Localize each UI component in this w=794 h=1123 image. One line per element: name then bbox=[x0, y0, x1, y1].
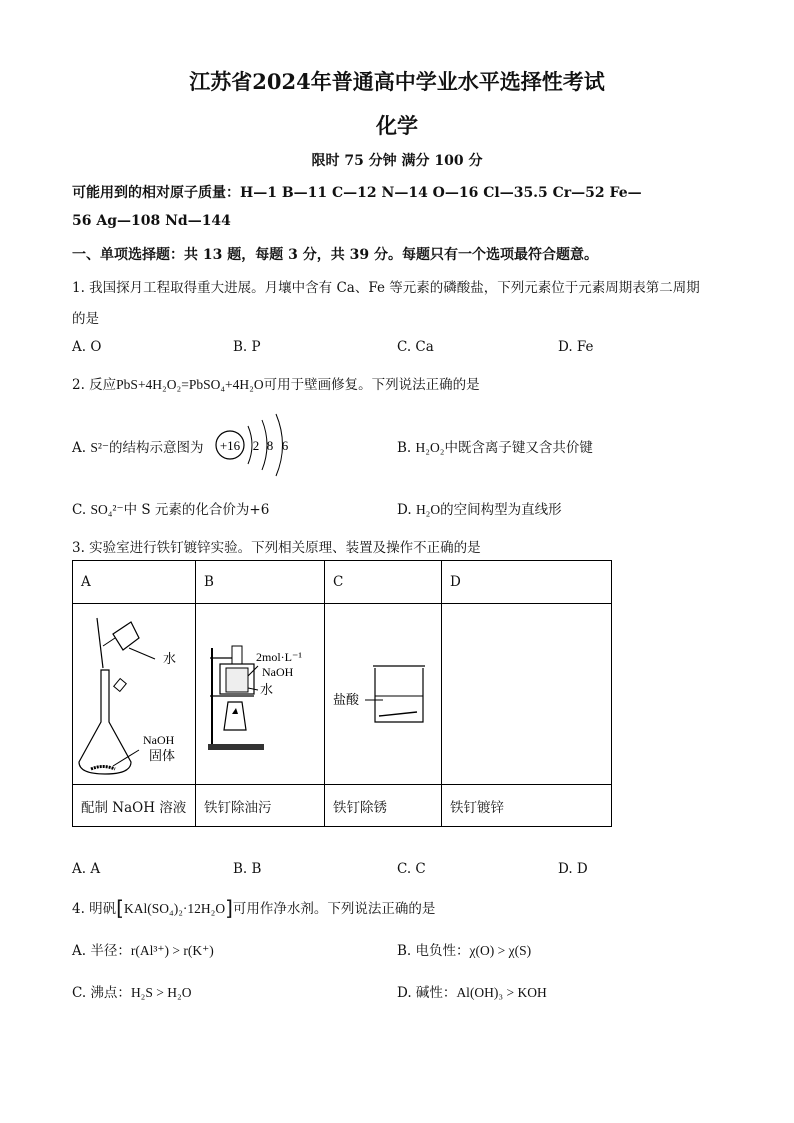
label-conc-b: 2mol·L⁻¹ bbox=[256, 650, 302, 664]
caption-cell-c: 铁钉除锈 bbox=[325, 785, 442, 827]
q4c-label: C. 沸点： bbox=[72, 985, 131, 1001]
q2-option-d bbox=[397, 498, 562, 518]
exam-meta: 限时 75 分钟 满分 100 分 bbox=[311, 153, 483, 169]
q2a-ion: S²⁻ bbox=[90, 440, 110, 455]
acid-beaker-figure bbox=[325, 604, 441, 780]
q4-option-c bbox=[72, 981, 191, 1001]
q3-option-a: A. A bbox=[72, 861, 101, 877]
q2-reaction: PbS+4H₂O₂=PbSO₄+4H₂O bbox=[116, 377, 264, 392]
shell-electrons-3: 6 bbox=[281, 438, 289, 453]
q4d-expr: Al(OH)₃ > KOH bbox=[456, 985, 547, 1000]
q2b-text: 中既含离子键又含共价键 bbox=[444, 440, 593, 456]
q1-option-c: C. Ca bbox=[397, 339, 434, 355]
label-naoh-a: NaOH bbox=[143, 733, 175, 747]
q2-option-c bbox=[72, 498, 269, 518]
q2-prefix: 2. 反应 bbox=[72, 377, 117, 393]
q4-option-d bbox=[397, 981, 547, 1001]
q4-suffix: 可用作净水剂。下列说法正确的是 bbox=[232, 901, 436, 917]
q4a-label: A. 半径： bbox=[72, 943, 131, 959]
q2c-prefix: C. bbox=[72, 502, 87, 518]
q2-suffix: 可用于壁画修复。下列说法正确的是 bbox=[263, 377, 480, 393]
figure-cell-c bbox=[325, 604, 442, 785]
q2-stem bbox=[72, 373, 480, 393]
q4-prefix: 4. 明矾 bbox=[72, 901, 117, 917]
q4a-expr: r(Al³⁺) > r(K⁺) bbox=[130, 943, 214, 958]
q4-formula: KAl(SO₄)₂·12H₂O bbox=[123, 901, 226, 916]
header-cell-b: B bbox=[196, 561, 325, 604]
header-cell-d: D bbox=[442, 561, 612, 604]
caption-cell-d: 铁钉镀锌 bbox=[442, 785, 612, 827]
exam-title: 江苏省2024年普通高中学业水平选择性考试 bbox=[189, 69, 605, 94]
figure-cell-d bbox=[442, 604, 612, 785]
q1-option-b: B. P bbox=[233, 339, 261, 355]
header-cell-c: C bbox=[325, 561, 442, 604]
s2-ion-structure-diagram bbox=[212, 408, 312, 478]
label-acid-c: 盐酸 bbox=[333, 693, 360, 708]
exam-subject: 化学 bbox=[376, 113, 418, 138]
q3-option-c: C. C bbox=[397, 861, 426, 877]
q3-option-d: D. D bbox=[558, 861, 588, 877]
table-header-row bbox=[73, 561, 612, 604]
q2d-prefix: D. bbox=[397, 502, 412, 518]
table-figure-row bbox=[73, 604, 612, 785]
q2d-text: 的空间构型为直线形 bbox=[440, 502, 562, 518]
q4c-expr: H₂S > H₂O bbox=[130, 985, 192, 1000]
caption-cell-b: 铁钉除油污 bbox=[196, 785, 325, 827]
q4-option-b bbox=[397, 939, 531, 959]
q4-option-a bbox=[72, 939, 214, 959]
q3-apparatus-table bbox=[72, 560, 612, 827]
shell-arc-1 bbox=[248, 426, 252, 464]
q2d-formula: H₂O bbox=[415, 502, 441, 517]
q3-stem: 3. 实验室进行铁钉镀锌实验。下列相关原理、装置及操作不正确的是 bbox=[72, 540, 481, 556]
q2c-text: 中 S 元素的化合价为+6 bbox=[123, 502, 270, 518]
q2b-prefix: B. bbox=[397, 440, 412, 456]
q4d-label: D. 碱性： bbox=[397, 985, 457, 1001]
q2-option-b bbox=[397, 436, 593, 456]
label-solid-a: 固体 bbox=[149, 749, 176, 764]
q2-option-a bbox=[72, 436, 204, 456]
nucleus-charge: +16 bbox=[219, 438, 241, 453]
caption-cell-a: 配制 NaOH 溶液 bbox=[73, 785, 196, 827]
heated-beaker-figure bbox=[196, 604, 324, 780]
figure-cell-a bbox=[73, 604, 196, 785]
figure-cell-b bbox=[196, 604, 325, 785]
label-naoh-b: NaOH bbox=[262, 665, 294, 679]
q3-option-b: B. B bbox=[233, 861, 262, 877]
atomic-masses-line1: 可能用到的相对原子质量：H—1 B—11 C—12 N—14 O—16 Cl—35.5 Cr—52 Fe— bbox=[72, 185, 642, 201]
q2b-formula: H₂O₂ bbox=[415, 440, 445, 455]
q4b-label: B. 电负性： bbox=[397, 943, 470, 959]
q2a-text: 的结构示意图为 bbox=[109, 440, 204, 456]
shell-electrons-1: 2 bbox=[252, 438, 260, 453]
atomic-structure-figure bbox=[212, 408, 312, 478]
q2a-prefix: A. bbox=[72, 440, 87, 456]
q2c-ion: SO₄²⁻ bbox=[90, 502, 124, 517]
table-caption-row bbox=[73, 785, 612, 827]
q1-option-a: A. O bbox=[72, 339, 102, 355]
section-heading: 一、单项选择题：共 13 题，每题 3 分，共 39 分。每题只有一个选项最符合题意。 bbox=[72, 247, 598, 263]
label-water-a: 水 bbox=[163, 652, 177, 667]
shell-electrons-2: 8 bbox=[266, 438, 274, 453]
q1-stem-line2: 的是 bbox=[72, 311, 99, 327]
header-cell-a: A bbox=[73, 561, 196, 604]
q1-stem-line1: 1. 我国探月工程取得重大进展。月壤中含有 Ca、Fe 等元素的磷酸盐，下列元素位于元素周期表第二周期 bbox=[72, 280, 700, 296]
q1-option-d: D. Fe bbox=[558, 339, 594, 355]
q4b-expr: χ(O) > χ(S) bbox=[469, 943, 532, 958]
atomic-masses-line2: 56 Ag—108 Nd—144 bbox=[72, 213, 231, 229]
label-water-b: 水 bbox=[260, 683, 274, 698]
q4-stem: 4. 明矾[KAl(SO₄)₂·12H₂O]可用作净水剂。下列说法正确的是 bbox=[72, 896, 436, 920]
volumetric-flask-figure bbox=[73, 604, 195, 780]
